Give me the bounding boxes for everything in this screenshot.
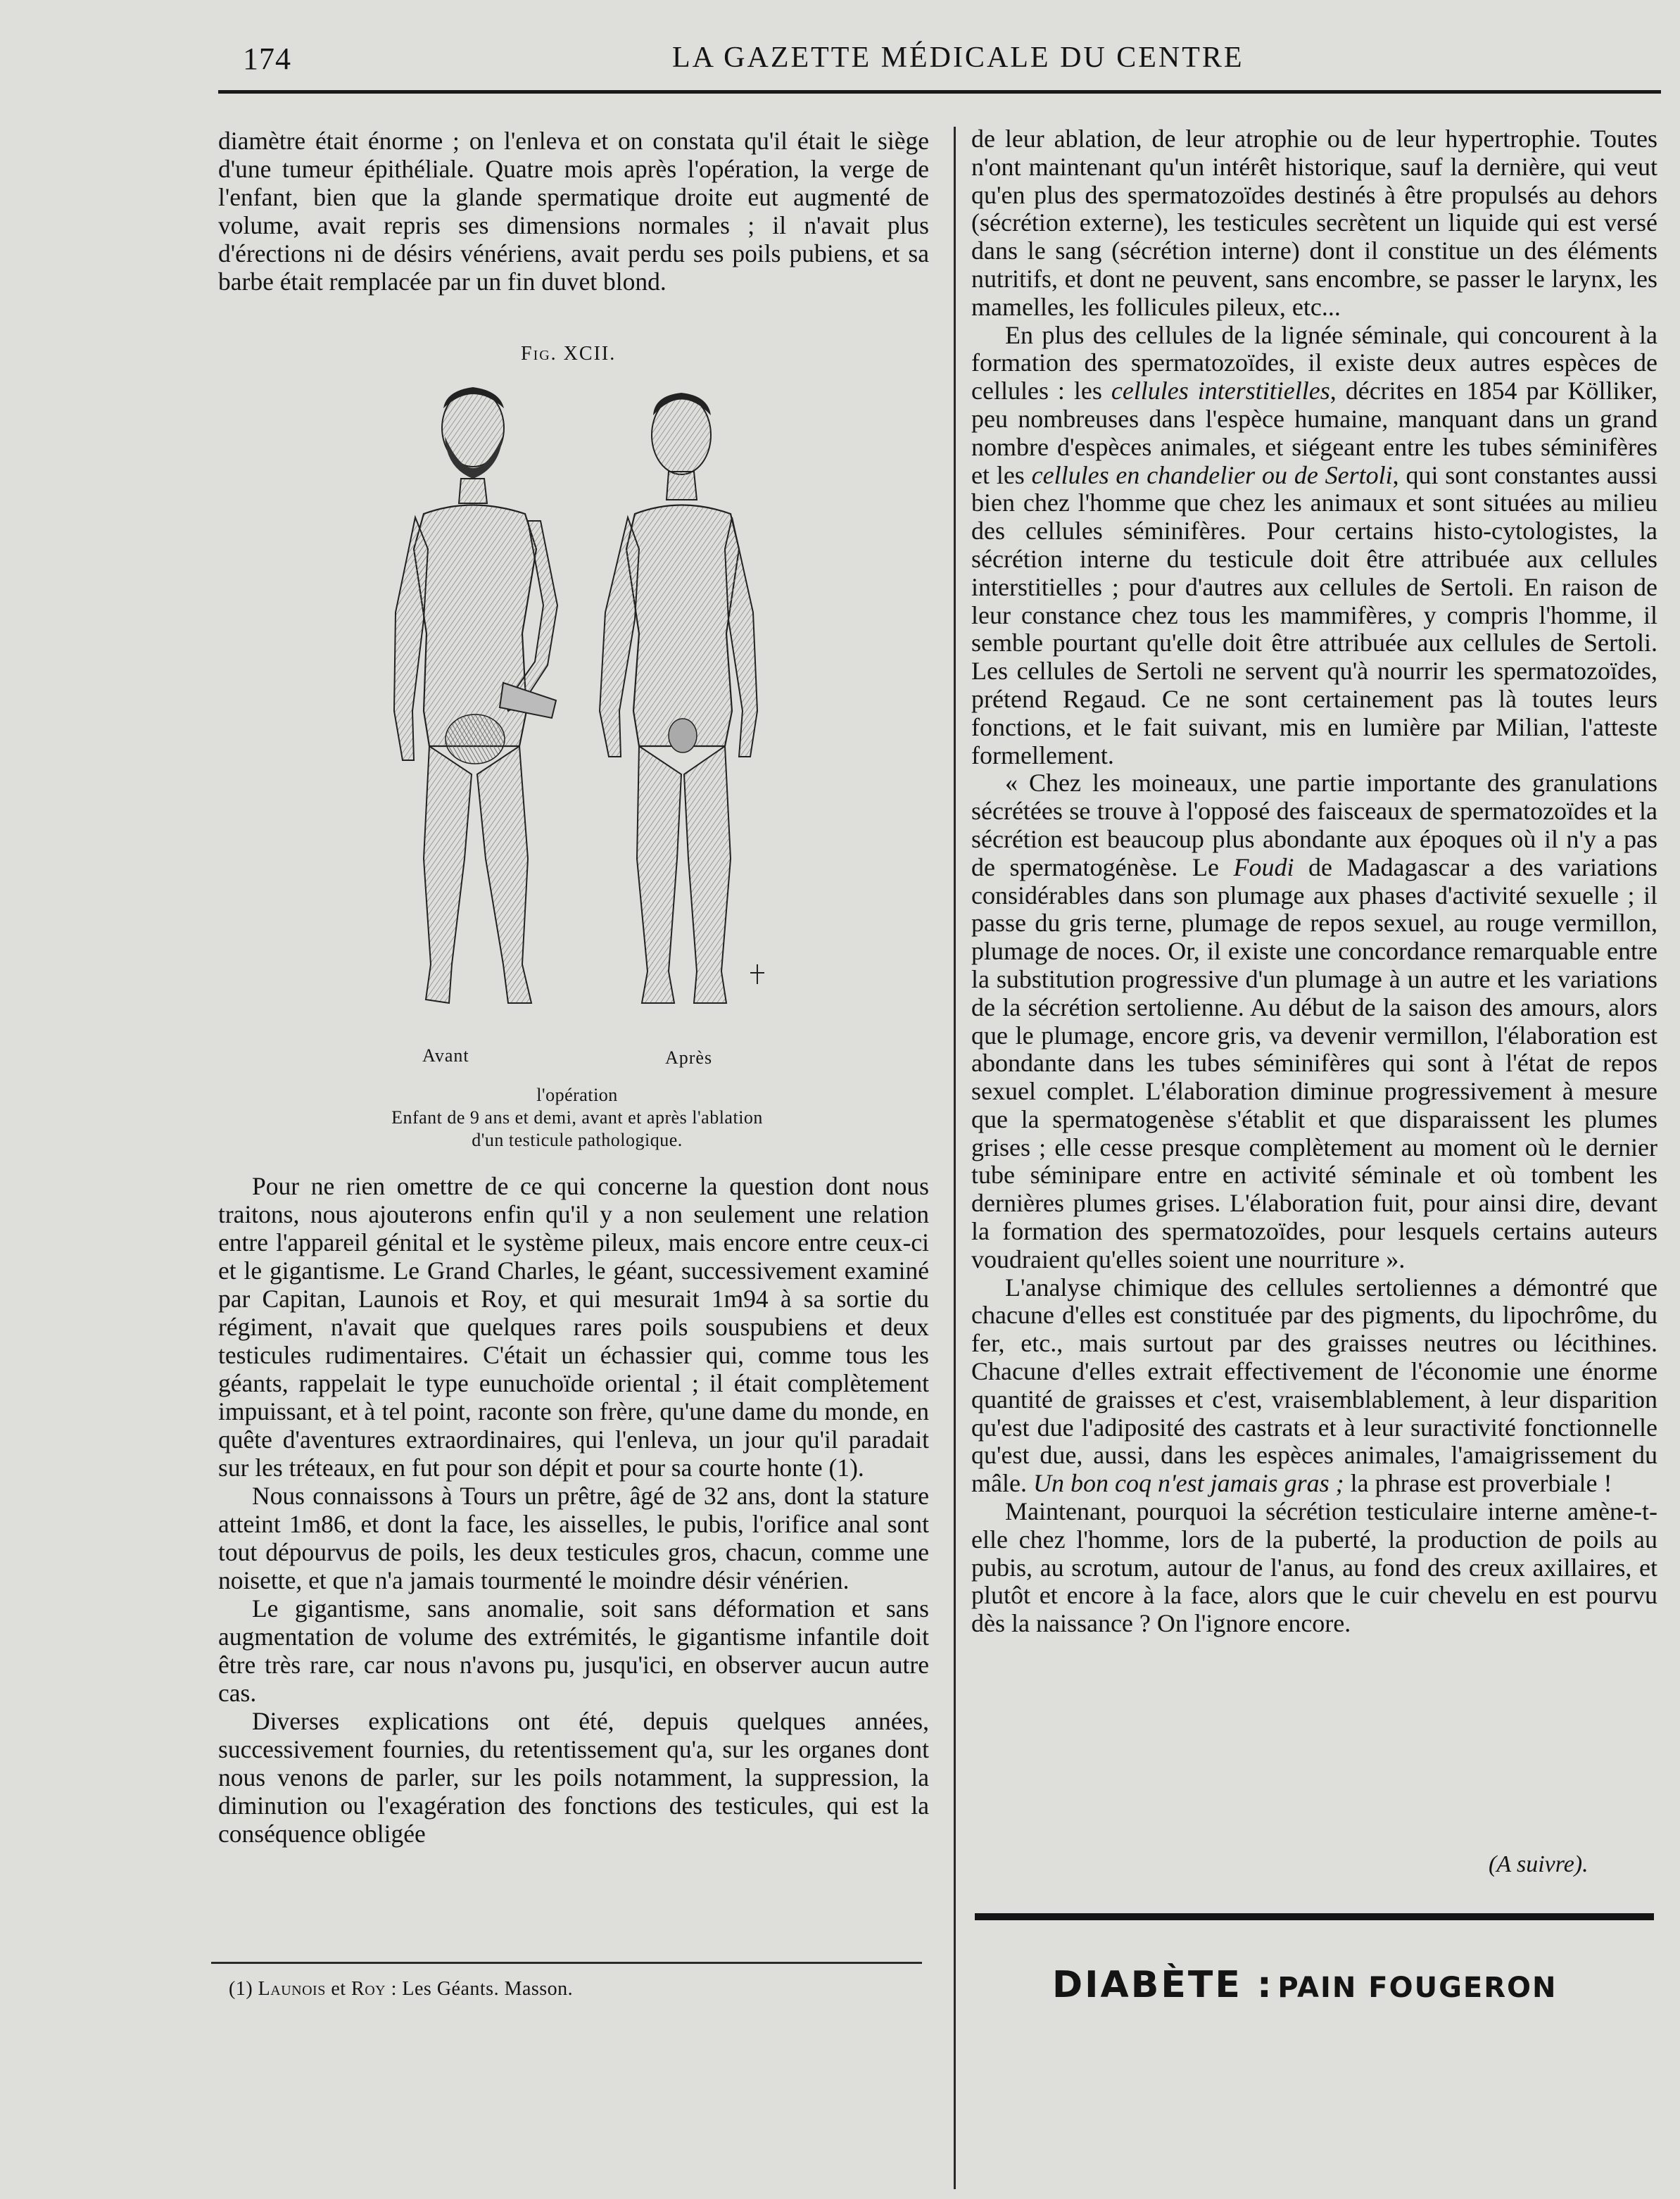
footnote: (1) Launois et Roy : Les Géants. Masson. (229, 1978, 574, 2000)
ad-headline: DIABÈTE : (1052, 1964, 1274, 2006)
journal-title: LA GAZETTE MÉDICALE DU CENTRE (672, 42, 1244, 74)
figure-caption (303, 1084, 852, 1152)
left-paragraph-2: Pour ne rien omettre de ce qui concerne la question dont nous traitons, nous ajouterons enfin qu'il y a non seulement une relation entre l'appareil génital et le système pileux, mais encore entre ceux-ci et le gigantisme. Le Grand Charles, le géant, successivement examiné par Capitan, Launois et Roy, et qui mesurait 1m94 à sa sortie du régiment, n'avait que quelques rares poils souspubiens et deux testicules rudimentaires. C'était un échassier qui, comme tous les géants, rappelait le type eunuchoïde oriental ; il était complètement impuissant, et à tel point, raconte son frère, qu'une dame du monde, en quête d'aventures extraordinaires, qui l'enleva, un jour qu'il paradait sur les tréteaux, en fut pour son dépit et pour sa courte honte (1). (218, 1172, 929, 1482)
right-paragraph-4: L'analyse chimique des cellules sertoliennes a démontré que chacune d'elles est constituée par des pigments, du lipochrôme, du fer, etc., mais surtout par des graisses neutres ou lécithines. Chacune d'elles extrait effectivement de l'économie une énorme quantité de graisses et c'est, vraisemblablement, à leur disparition qu'est due l'adiposité des castrats et à leur suractivité fonctionnelle qu'est due, aussi, dans les espèces animales, l'amaigrissement du mâle. Un bon coq n'est jamais gras ; la phrase est proverbiale ! (971, 1273, 1657, 1498)
figure-before-surgery (394, 387, 557, 1003)
figure-label: Fig. XCII. (521, 343, 617, 365)
right-paragraph-3-quote: « Chez les moineaux, une partie importante des granulations sécrétées se trouve à l'opposé des faisceaux de spermatozoïdes et la sécrétion est beaucoup plus abondante aux époques où il n'y a pas de spermatogénèse. Le Foudi de Madagascar a des variations considérables dans son plumage aux phases d'activité sexuelle ; il passe du gris terne, plumage de repos sexuel, au rouge vermillon, plumage de noces. Or, il existe une concordance remarquable entre la substitution progressive d'un plumage à un autre et les variations de la sécrétion sertolienne. Au début de la saison des amours, alors que le plumage, encore gris, va devenir vermillon, l'élaboration est abondante dans les tubes séminifères qui sont à l'état de repos sexuel complet. L'élaboration diminue progressivement à mesure que la spermatogenèse s'établit et que disparaissent les plumes grises ; elle cesse presque complètement au moment où le dernier tube séminipare entre en activité séminale et où tombent les dernières plumes grises. L'élaboration fuit, pour ainsi dire, devant la formation des spermatozoïdes, pour lesquels certains auteurs voudraient qu'elles soient une nourriture ». (971, 769, 1657, 1273)
left-paragraph-5: Diverses explications ont été, depuis quelques années, successivement fournies, du retentissement qu'a, sur les organes dont nous venons de parler, sur les poils notamment, la suppression, la diminution ou l'exagération des fonctions des testicules, qui est la conséquence obligée (218, 1707, 929, 1848)
figure-after-surgery (600, 393, 764, 1003)
right-paragraph-5: Maintenant, pourquoi la sécrétion testiculaire interne amène-t-elle chez l'homme, lors de la puberté, la production de poils au pubis, au scrotum, autour de l'anus, au fond des creux axillaires, et plutôt et encore à la face, alors que le cuir chevelu en est pourvu dès la naissance ? On l'ignore encore. (971, 1497, 1657, 1638)
left-paragraph-1: diamètre était énorme ; on l'enleva et on constata qu'il était le siège d'une tumeur épithéliale. Quatre mois après l'opération, la verge de l'enfant, bien que la glande spermatique droite eut augmenté de volume, avait repris ses dimensions normales ; il n'avait plus d'érections ni de désirs vénériens, avait perdu ses poils pubiens, et sa barbe était remplacée par un fin duvet blond. (218, 127, 929, 296)
figure-before-label: Avant (422, 1045, 469, 1066)
advertisement-rule (975, 1913, 1654, 1920)
left-column-top (218, 127, 929, 296)
figure-after-label: Après (665, 1047, 713, 1068)
page-number: 174 (243, 42, 291, 76)
caption-line-3: d'un testicule pathologique. (472, 1130, 683, 1150)
right-paragraph-2: En plus des cellules de la lignée séminale, qui concourent à la formation des spermatozoïdes, il existe deux autres espèces de cellules : les cellules interstitielles, décrites en 1854 par Kölliker, peu nombreuses dans l'espèce humaine, manquant dans un grand nombre d'espèces animales, et siégeant entre les tubes séminifères et les cellules en chandelier ou de Sertoli, qui sont constantes aussi bien chez l'homme que chez les animaux et sont situées au milieu des cellules séminifères. Pour certains histo-cytologistes, la sécrétion interne du testicule doit être attribuée aux cellules interstitielles ; pour d'autres aux cellules de Sertoli. En raison de leur constance chez tous les mammifères, y compris l'homme, il semble pourtant qu'elle doit être attribuée aux cellules de Sertoli. Les cellules de Sertoli ne servent qu'à nourrir les spermatozoïdes, prétend Regaud. Ce ne sont certainement pas là toutes leurs fonctions, et le fait suivant, mis en lumière par Milian, l'atteste formellement. (971, 320, 1657, 769)
left-paragraph-3: Nous connaissons à Tours un prêtre, âgé de 32 ans, dont la stature atteint 1m86, et dont la face, les aisselles, le pubis, l'orifice anal sont tout dépourvus de poils, les deux testicules gros, chacun, comme une noisette, et que n'a jamais tourmenté le moindre désir vénérien. (218, 1482, 929, 1594)
ad-product: PAIN FOUGERON (1277, 1972, 1558, 2004)
right-column (971, 125, 1657, 1638)
caption-line-2: Enfant de 9 ans et demi, avant et après l'ablation (391, 1107, 763, 1128)
figure-illustration (359, 380, 795, 1028)
column-divider (954, 127, 956, 2189)
advertisement (1052, 1964, 1558, 2006)
header-rule (218, 90, 1661, 94)
right-paragraph-1: de leur ablation, de leur atrophie ou de leur hypertrophie. Toutes n'ont maintenant qu'un intérêt historique, sauf la dernière, qui veut qu'en plus des spermatozoïdes destinés à être propulsés au dehors (sécrétion externe), les testicules secrètent un liquide qui est versé dans le sang (sécrétion interne) dont il constitue un des éléments nutritifs, et dont ne peuvent, sans encombre, se passer le larynx, les mamelles, les follicules pileux, etc... (971, 125, 1657, 321)
page-header (243, 41, 1615, 83)
left-paragraph-4: Le gigantisme, sans anomalie, soit sans déformation et sans augmentation de volume des extrémités, le gigantisme infantile doit être très rare, car nous n'avons pu, jusqu'ici, en observer aucun autre cas. (218, 1594, 929, 1707)
left-column-bottom (218, 1172, 929, 1848)
footnote-rule (211, 1962, 922, 1964)
to-be-continued: (A suivre). (1489, 1851, 1589, 1877)
caption-line-1: l'opération (536, 1085, 618, 1105)
